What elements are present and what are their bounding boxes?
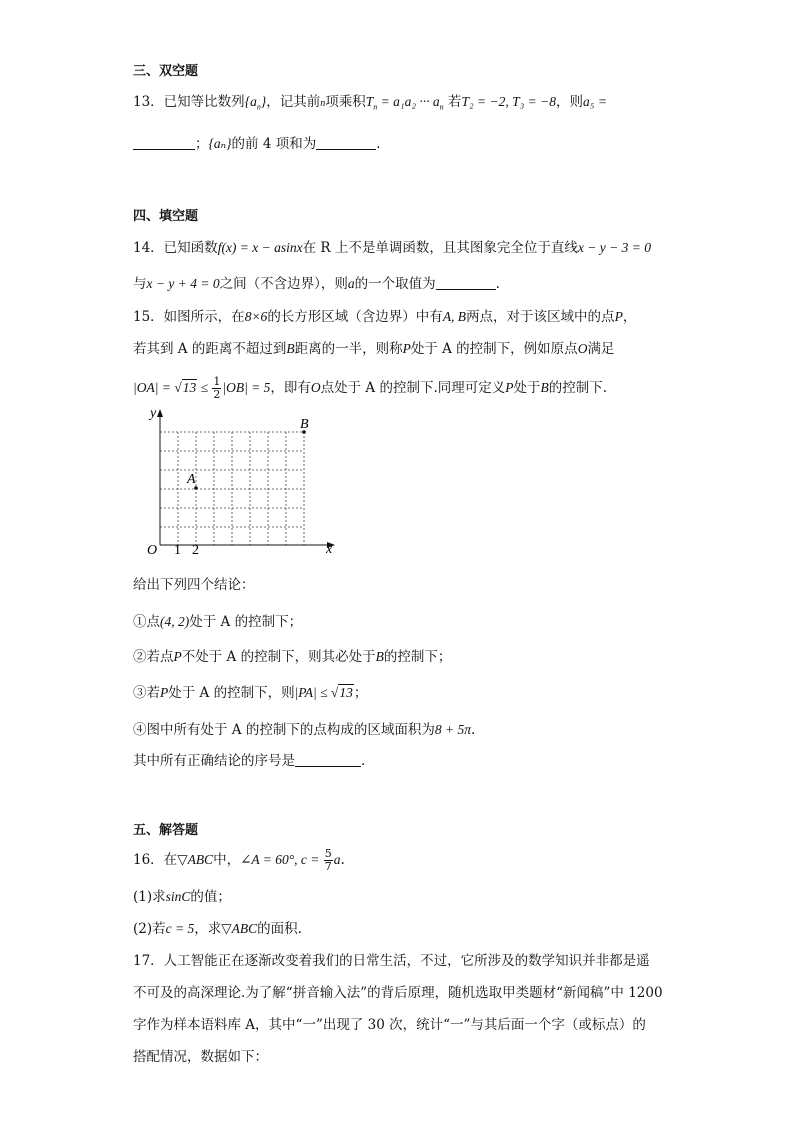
section-title-4: 四、填空题 [133, 209, 199, 224]
q15-answer-blank[interactable] [295, 752, 361, 767]
q15-conclusion-3: ③若P处于 A 的控制下，则|PA| ≤ √13； [133, 685, 368, 701]
x-tick-2: 2 [192, 543, 199, 558]
q13-answer-blank-2[interactable] [316, 135, 376, 150]
q13-line2: ；{aₙ}的前 4 项和为 . [133, 134, 381, 154]
point-b-label: B [300, 417, 309, 432]
q14-function: f(x) = x − asinx [217, 240, 303, 255]
grid-figure [130, 400, 350, 565]
q15-line2: 若其到 A 的距离不超过到B距离的一半，则称P处于 A 的控制下，例如原点O满足 [133, 341, 615, 357]
q15-conclusion-2: ②若点P不处于 A 的控制下，则其必处于B的控制下； [133, 649, 452, 665]
origin-label: O [147, 543, 158, 558]
q16-part-1: (1)求sinC的值； [133, 889, 231, 905]
x-tick-1: 1 [174, 543, 181, 558]
q17-line4: 搭配情况，数据如下： [133, 1049, 268, 1065]
q14-line-lower: x − y + 4 = 0 [146, 276, 220, 291]
q15-conclusion-1: ①点(4, 2)处于 A 的控制下； [133, 614, 303, 630]
q15-half-fraction: $\frac{1}{2}$ [213, 375, 221, 401]
q13-n: n [320, 98, 326, 109]
q13-text-b: ，记其前 [266, 94, 321, 110]
q13-condition: T₂ = −2, T₃ = −8 [461, 94, 557, 109]
q13-product: $T_n = a_1a_2$ ··· $a_n$ [365, 94, 444, 112]
q14-line-upper: x − y − 3 = 0 [577, 240, 651, 255]
q15-line3: |OA| = √13 ≤ $\frac{1}{2}$ |OB| = 5，即有O点处于 A 的控制下.同理可定义P处于B的控制下. [133, 375, 608, 401]
q14-answer-blank[interactable] [436, 275, 496, 290]
q13-line1 [133, 92, 607, 118]
section-title-3: 三、双空题 [133, 64, 199, 79]
q17-line2: 不可及的高深理论.为了解“拼音输入法”的背后原理，随机选取甲类题材“新闻稿”中 1200 [133, 985, 663, 1001]
q13-text-a: 13．已知等比数列 [133, 94, 245, 110]
q13-seq: $\{a_n\}$ [244, 94, 267, 112]
grid-dashed-lines [160, 432, 304, 545]
x-axis-label: x [326, 542, 333, 557]
q15-ask: 其中所有正确结论的序号是 . [133, 753, 366, 769]
q15-oa-expr: |OA| = √13 ≤ [133, 380, 212, 395]
q15-conclusion-4: ④图中所有处于 A 的控制下的点构成的区域面积为8 + 5π. [133, 722, 476, 738]
q17-line3: 字作为样本语料库 A，其中“一”出现了 30 次，统计“一”与其后面一个字（或标点）的 [133, 1017, 646, 1033]
section-title-5: 五、解答题 [133, 823, 199, 838]
q16-line1: 16．在▽ABC中，∠A = 60°, c = $\frac{5}{7}$ a. [133, 847, 345, 873]
q13-answer-blank-1[interactable] [133, 135, 195, 150]
q15-conclusions-intro: 给出下列四个结论： [133, 577, 255, 593]
q13-text-e: ，则 [556, 94, 584, 110]
q15-line1: 15．如图所示，在8×6的长方形区域（含边界）中有A, B两点，对于该区域中的点P， [133, 309, 637, 325]
q13-text-d: 若 [443, 94, 462, 110]
q16-part-2: (2)若c = 5，求▽ABC的面积. [133, 921, 302, 937]
y-axis-arrow [157, 409, 163, 417]
q17-line1: 17．人工智能正在逐渐改变着我们的日常生活，不过，它所涉及的数学知识并非都是遥 [133, 953, 650, 969]
q13-text-c: 项乘积 [325, 94, 366, 110]
y-axis-label: y [150, 406, 157, 421]
q14-line2: 与x − y + 4 = 0之间（不含边界），则a的一个取值为 . [133, 276, 500, 292]
point-a-label: A [187, 472, 196, 487]
q13-a5: a₅ = [583, 94, 607, 109]
q14-line1: 14．已知函数f(x) = x − asinx在 R 上不是单调函数，且其图象完全位于直线x − y − 3 = 0 [133, 240, 651, 256]
q13-seq2: {aₙ} [208, 136, 232, 151]
